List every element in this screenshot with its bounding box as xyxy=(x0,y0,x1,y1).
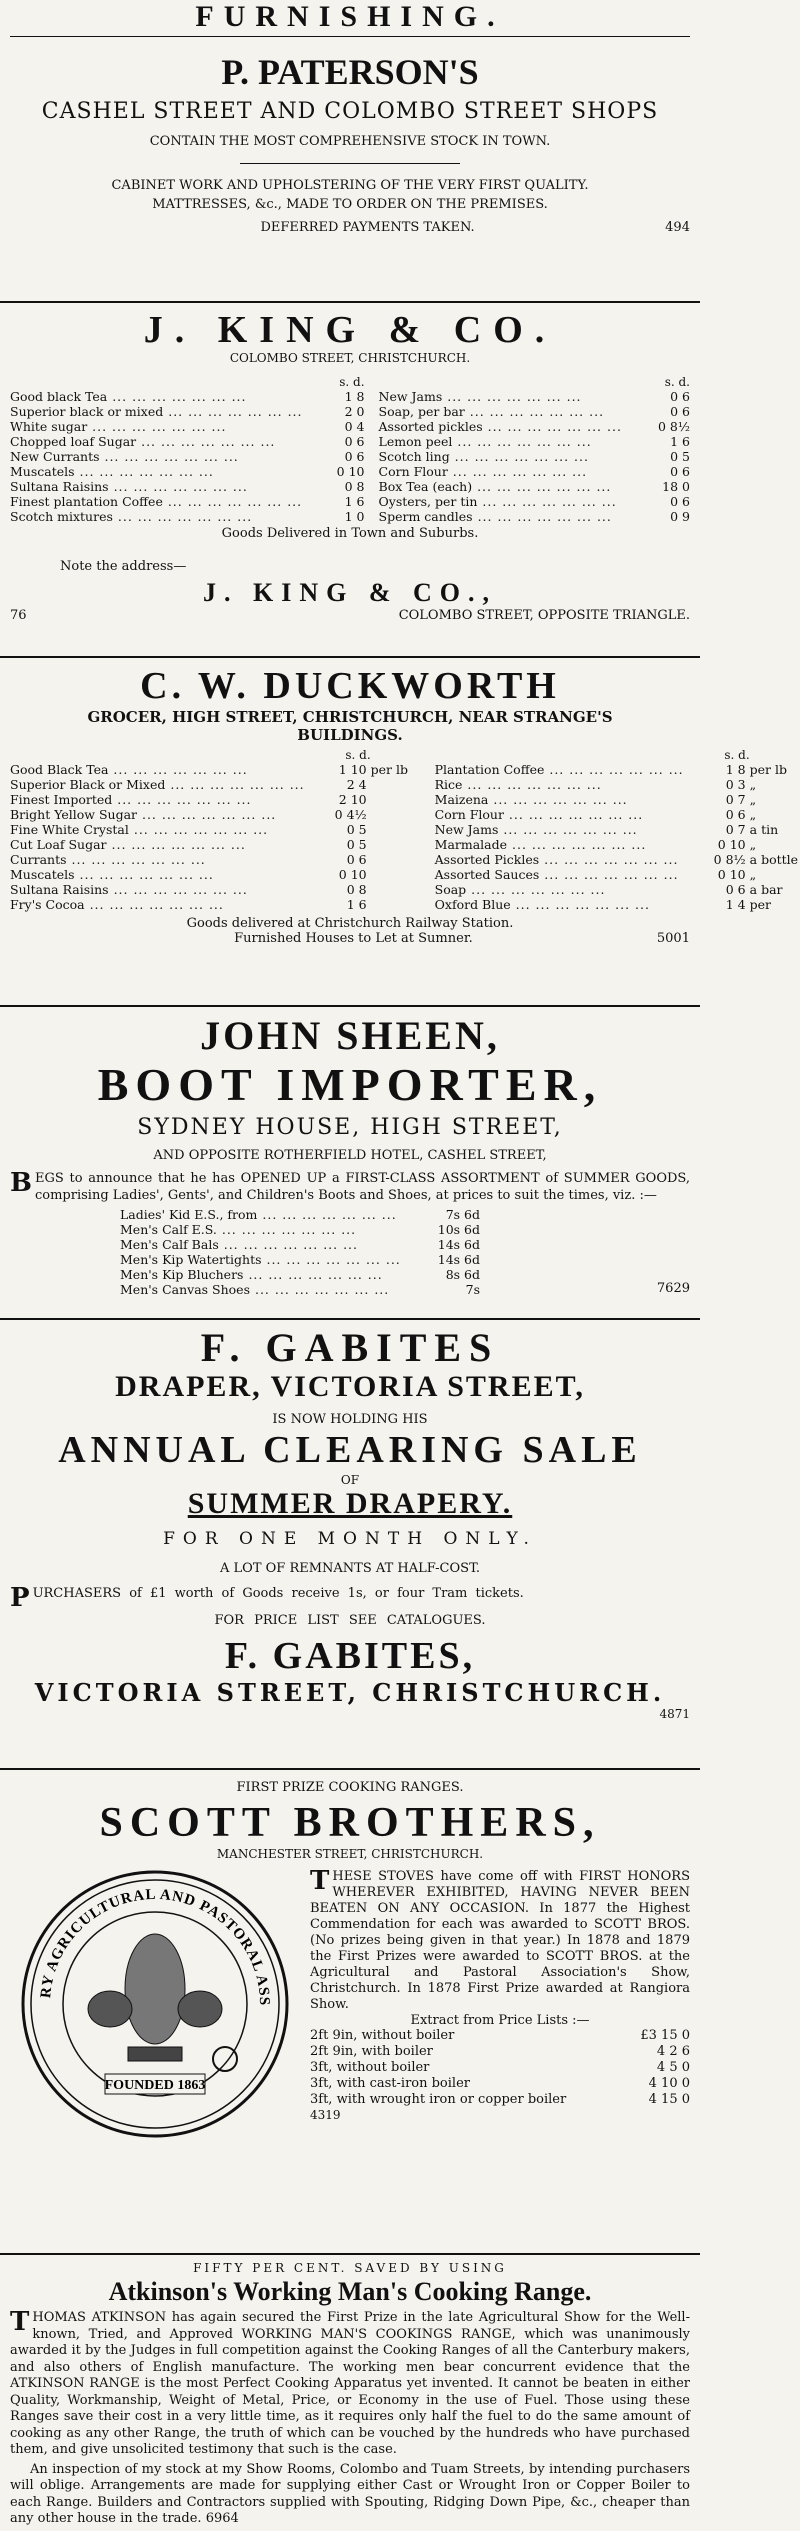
duckworth-item: Oxford Blue ... . 1 4 per xyxy=(435,897,800,912)
scott-price-row: 3ft, with wrought iron or copper boiler 4 15 0 xyxy=(310,2092,690,2107)
duckworth-item: Muscatels ... . 0 10 xyxy=(10,867,421,882)
paterson-mattresses: MATTRESSES, &c., MADE TO ORDER ON THE PREMISES. xyxy=(152,197,548,212)
king-col-header-left: s. d. xyxy=(339,375,365,389)
king-item: Scotch ling ... . 0 5 xyxy=(379,449,690,464)
paterson-name: P. PATERSON'S xyxy=(221,52,479,92)
duckworth-line2: BUILDINGS. xyxy=(297,726,403,744)
duckworth-item: Sultana Raisins ... . 0 8 xyxy=(10,882,421,897)
duckworth-item: Rice ... . 0 3 „ xyxy=(435,777,800,792)
king-item: New Jams ... . 0 6 xyxy=(379,389,690,404)
scott-price-row: 2ft 9in, with boiler 4 2 6 xyxy=(310,2044,690,2059)
king-col-header-right: s. d. xyxy=(664,375,690,389)
scott-price-row: 3ft, without boiler 4 5 0 xyxy=(310,2060,690,2075)
king-item: Muscatels ... . 0 10 xyxy=(10,464,365,479)
scott-price-row: 3ft, with cast-iron boiler 4 10 0 xyxy=(310,2076,690,2091)
duckworth-name: C. W. DUCKWORTH xyxy=(140,665,560,707)
king-item: Soap, per bar ... . 0 6 xyxy=(379,404,690,419)
king-item: Assorted pickles ... . 0 8½ xyxy=(379,419,690,434)
gabites-of: OF xyxy=(340,1473,360,1487)
paterson-deferred: DEFERRED PAYMENTS TAKEN. xyxy=(260,220,475,235)
king-address-2: COLOMBO STREET, OPPOSITE TRIANGLE. xyxy=(398,608,690,623)
gabites-for: FOR ONE MONTH ONLY. xyxy=(163,1529,537,1549)
king-note: Note the address— xyxy=(60,559,187,574)
sheen-ad xyxy=(0,1007,700,1320)
gabites-remnants: A LOT OF REMNANTS AT HALF-COST. xyxy=(220,1561,480,1576)
duckworth-item: Currants ... . 0 6 xyxy=(10,852,421,867)
duckworth-item: Bright Yellow Sugar ... . 0 4½ xyxy=(10,807,421,822)
king-item: Corn Flour ... . 0 6 xyxy=(379,464,690,479)
sheen-item: Men's Canvas Shoes ... . 7s xyxy=(120,1282,480,1297)
atkinson-title: Atkinson's Working Man's Cooking Range. xyxy=(108,2277,592,2306)
gabites-dropcap: P xyxy=(10,1583,30,1613)
gabites-summer: SUMMER DRAPERY. xyxy=(187,1487,513,1520)
sheen-item: Men's Kip Bluchers ... . 8s 6d xyxy=(120,1267,480,1282)
duckworth-item: Plantation Coffee ... . 1 8 per lb xyxy=(435,762,800,777)
scott-price-row: 2ft 9in, without boiler £3 15 0 xyxy=(310,2028,690,2043)
gabites-draper: DRAPER, VICTORIA STREET, xyxy=(115,1370,585,1403)
duckworth-col-header-left: s. d. xyxy=(345,748,371,762)
scott-address: MANCHESTER STREET, CHRISTCHURCH. xyxy=(216,1847,484,1861)
duckworth-item: Fry's Cocoa ... . 1 6 xyxy=(10,897,421,912)
atkinson-fifty: FIFTY PER CENT. SAVED BY USING xyxy=(193,2261,507,2275)
scott-ad xyxy=(0,1770,700,2255)
king-name-2: J. KING & CO., xyxy=(203,578,497,607)
paterson-cabinet: CABINET WORK AND UPHOLSTERING OF THE VERY FIRST QUALITY. xyxy=(111,178,589,193)
duckworth-price-list xyxy=(10,748,799,912)
duckworth-item: New Jams ... . 0 7 a tin xyxy=(435,822,800,837)
sheen-item: Ladies' Kid E.S., from ... . 7s 6d xyxy=(120,1207,480,1222)
scott-stoves-text xyxy=(310,1866,690,2143)
king-item: Chopped loaf Sugar ... . 0 6 xyxy=(10,434,365,449)
duckworth-line1: GROCER, HIGH STREET, CHRISTCHURCH, NEAR STRANGE'S xyxy=(87,708,613,726)
sheen-name: JOHN SHEEN, xyxy=(200,1013,500,1058)
king-item: Scotch mixtures ... . 1 0 xyxy=(10,509,365,524)
duckworth-furnished: Furnished Houses to Let at Sumner. xyxy=(234,931,473,946)
gabites-ref: 4871 xyxy=(659,1706,690,1721)
atkinson-ad xyxy=(0,2255,700,2531)
gabites-street: VICTORIA STREET, CHRISTCHURCH. xyxy=(34,1677,666,1707)
king-item: Box Tea (each) ... . 18 0 xyxy=(379,479,690,494)
king-item: Sperm candles ... . 0 9 xyxy=(379,509,690,524)
king-item: Sultana Raisins ... . 0 8 xyxy=(10,479,365,494)
gabites-annual: ANNUAL CLEARING SALE xyxy=(58,1429,642,1471)
duckworth-item: Superior Black or Mixed ... . 2 4 xyxy=(10,777,421,792)
sheen-ref: 7629 xyxy=(656,1281,690,1296)
duckworth-item: Marmalade ... . 0 10 „ xyxy=(435,837,800,852)
duckworth-item: Assorted Sauces ... . 0 10 „ xyxy=(435,867,800,882)
atkinson-dropcap: T xyxy=(10,2307,30,2337)
gabites-name: F. GABITES xyxy=(200,1325,500,1370)
scott-dropcap: T xyxy=(310,1866,330,1896)
king-item: Oysters, per tin ... . 0 6 xyxy=(379,494,690,509)
paterson-ref: 494 xyxy=(665,220,690,235)
sheen-item: Men's Kip Watertights ... . 14s 6d xyxy=(120,1252,480,1267)
duckworth-delivered: Goods delivered at Christchurch Railway Station. xyxy=(186,916,514,931)
seal-emblem-icon xyxy=(10,1869,300,2139)
king-address: COLOMBO STREET, CHRISTCHURCH. xyxy=(229,351,471,365)
seal-text-bottom: FOUNDED 1863 xyxy=(104,2078,206,2093)
seal-text-top: RY AGRICULTURAL AND PASTORAL ASS xyxy=(38,1886,273,2007)
furnishing-heading: FURNISHING. xyxy=(195,0,505,33)
king-price-list xyxy=(10,375,690,524)
duckworth-item: Maizena ... . 0 7 „ xyxy=(435,792,800,807)
duckworth-col-header-right: s. d. xyxy=(724,748,750,762)
king-delivered: Goods Delivered in Town and Suburbs. xyxy=(221,526,479,541)
king-item: Good black Tea ... . 1 8 xyxy=(10,389,365,404)
king-item: White sugar ... . 0 4 xyxy=(10,419,365,434)
duckworth-item: Good Black Tea ... . 1 10 per lb xyxy=(10,762,421,777)
gabites-ad xyxy=(0,1320,700,1770)
scott-name: SCOTT BROTHERS, xyxy=(99,1800,601,1846)
gabites-holding: IS NOW HOLDING HIS xyxy=(272,1412,428,1427)
scott-body: THESE STOVES have come off with FIRST HONORS WHEREVER EXHIBITED, HAVING NEVER BEEN BEATEN ON ANY OCCASION. In 1877 the Highest Commendation for each was awarded to SCOTT BROS. (No prizes being given in that year.) In 1878 and 1879 the First Prizes were awarded to SCOTT BROS. at the Agricultural and Pastoral Association's Show, Christchurch. In 1878 First Prize awarded at Rangiora Show. xyxy=(310,1866,690,2012)
duckworth-item: Assorted Pickles ... . 0 8½ a bottle xyxy=(435,852,800,867)
atkinson-p1: THOMAS ATKINSON has again secured the First Prize in the late Agricultural Show for the Well-known, Tried, and Approved WORKING MAN'S COOKINGS RANGE, which was unanimously awarded it by the Judges in full competition against the Cooking Ranges of all the Canterbury makers, and also others of English manufacture. The working men bear concurrent evidence that the ATKINSON RANGE is the most Perfect Cooking Apparatus yet invented. It cannot be beaten in either Quality, Workmanship, Weight of Metal, Price, or Economy in the use of Fuel. Those using these Ranges save their cost in a very little time, as it requires only half the fuel to do the same amount of cooking as any other Range, the truth of which can be vouched by the hundreds who have purchased them, and give unsolicited testimony that such is the case. xyxy=(10,2307,690,2457)
association-seal xyxy=(10,1869,300,2143)
atkinson-p2: An inspection of my stock at my Show Rooms, Colombo and Tuam Streets, by intending purchasers will oblige. Arrangements are made for supplying either Cast or Wrought Iron or Copper Boiler to each Range. Builders and Contractors supplied with Spouting, Ridging Down Pipe, &c., cheaper than any other house in the trade. 6964 xyxy=(10,2461,690,2526)
duckworth-item: Cut Loaf Sugar ... . 0 5 xyxy=(10,837,421,852)
duckworth-item: Fine White Crystal ... . 0 5 xyxy=(10,822,421,837)
duckworth-ref: 5001 xyxy=(656,931,690,946)
king-item: Finest plantation Coffee ... . 1 6 xyxy=(10,494,365,509)
gabites-purchasers: PURCHASERS of £1 worth of Goods receive 1s, or four Tram tickets. xyxy=(10,1583,524,1613)
king-ad xyxy=(0,303,700,658)
sheen-item: Men's Calf Bals ... . 14s 6d xyxy=(120,1237,480,1252)
duckworth-item: Corn Flour ... . 0 6 „ xyxy=(435,807,800,822)
gabites-name-2: F. GABITES, xyxy=(224,1634,476,1677)
duckworth-item: Finest Imported ... . 2 10 xyxy=(10,792,421,807)
sheen-dropcap: B xyxy=(10,1168,32,1198)
sheen-item: Men's Calf E.S. ... . 10s 6d xyxy=(120,1222,480,1237)
king-name: J. KING & CO. xyxy=(143,309,557,351)
king-item: Superior black or mixed ... . 2 0 xyxy=(10,404,365,419)
duckworth-item: Soap ... . 0 6 a bar xyxy=(435,882,800,897)
sheen-opposite: AND OPPOSITE ROTHERFIELD HOTEL, CASHEL STREET, xyxy=(153,1148,547,1163)
paterson-shops: CASHEL STREET AND COLOMBO STREET SHOPS xyxy=(41,99,659,124)
sheen-intro: BEGS to announce that he has OPENED UP a FIRST-CLASS ASSORTMENT of SUMMER GOODS, comprising Ladies', Gents', and Children's Boots and Shoes, at prices to suit the times, viz. :— xyxy=(10,1168,690,1203)
paterson-contain: CONTAIN THE MOST COMPREHENSIVE STOCK IN TOWN. xyxy=(149,134,551,149)
sheen-house: SYDNEY HOUSE, HIGH STREET, xyxy=(137,1115,563,1140)
scott-ref: 4319 xyxy=(310,2108,341,2122)
atkinson-ref: 6964 xyxy=(205,2511,239,2526)
paterson-ad xyxy=(0,0,700,303)
king-item: Lemon peel ... . 1 6 xyxy=(379,434,690,449)
king-item: New Currants ... . 0 6 xyxy=(10,449,365,464)
scott-first-prize: FIRST PRIZE COOKING RANGES. xyxy=(236,1780,464,1795)
king-ref: 76 xyxy=(10,608,27,623)
scott-extract: Extract from Price Lists :— xyxy=(410,2013,590,2028)
sheen-title: BOOT IMPORTER, xyxy=(97,1059,603,1110)
gabites-pricelist: FOR PRICE LIST SEE CATALOGUES. xyxy=(214,1612,486,1628)
duckworth-ad xyxy=(0,658,799,1007)
